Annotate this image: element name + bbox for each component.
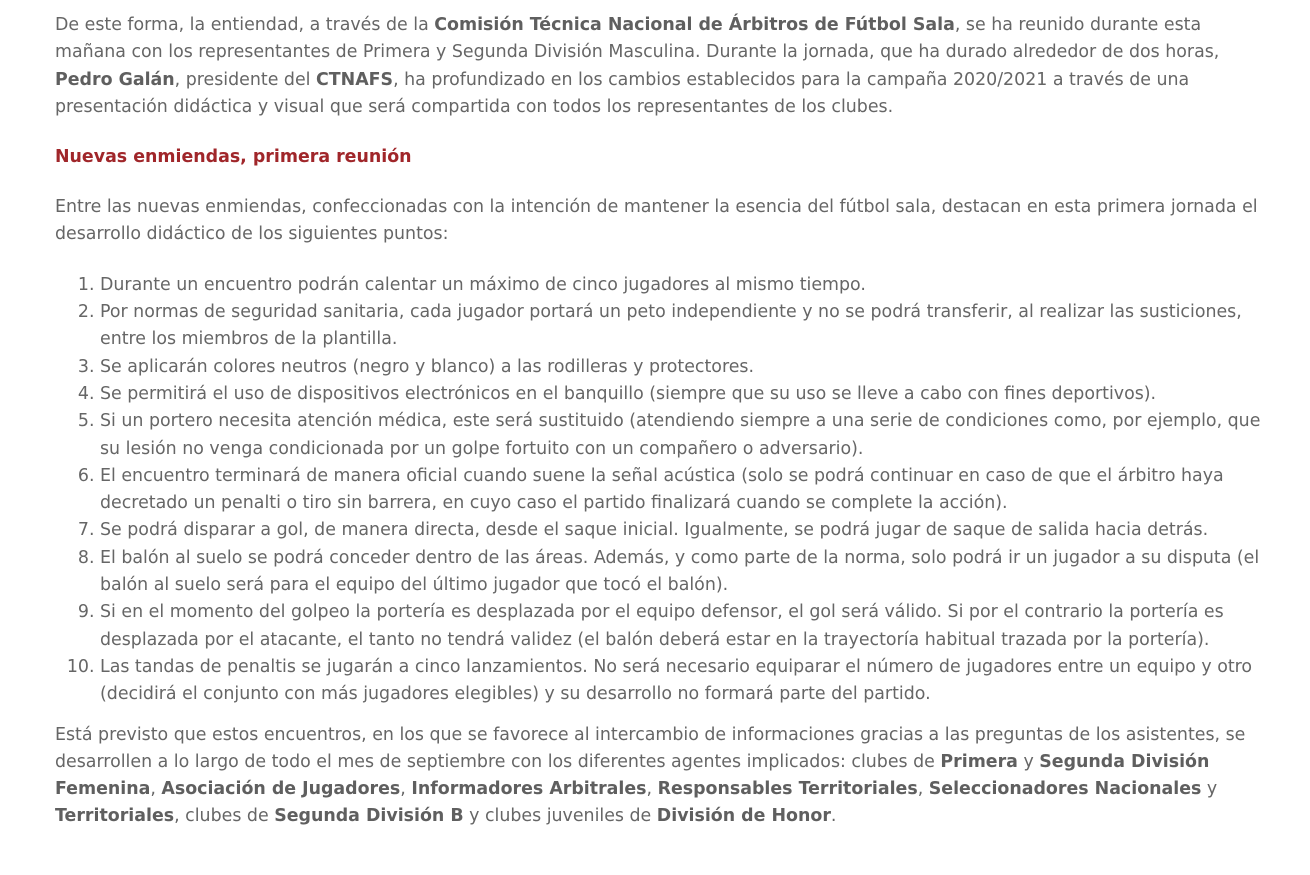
list-item: 8. El balón al suelo se podrá conceder dentro de las áreas. Además, y como parte de la norma, solo podrá ir un jugador a su disputa (el balón al suelo será para el equipo del último jugador que tocó el balón). <box>100 545 1277 600</box>
list-item: 9. Si en el momento del golpeo la portería es desplazada por el equipo defensor, el gol será válido. Si por el contrario la portería es desplazada por el atacante, el tanto no tendrá validez (el balón deberá estar en la trayectoría habitual trazada por la portería). <box>100 599 1277 654</box>
closing-text-3: , <box>150 779 162 800</box>
intro-paragraph <box>55 12 1277 121</box>
list-item: 10. Las tandas de penaltis se jugarán a cinco lanzamientos. No será necesario equiparar el número de jugadores entre un equipo y otro (decidirá el conjunto con más jugadores elegibles) y su desarrollo no formará parte del partido. <box>100 654 1277 709</box>
closing-bold-segunda-femenina: Segunda División Femenina <box>55 751 1210 800</box>
closing-bold-division-honor: División de Honor <box>656 806 831 827</box>
intro-text-3: , presidente del <box>174 69 317 90</box>
list-item: 4. Se permitirá el uso de dispositivos electrónicos en el banquillo (siempre que su uso se lleve a cabo con fines deportivos). <box>100 381 1277 408</box>
closing-text-2: y <box>1017 751 1040 772</box>
intro-text-4: , ha profundizado en los cambios establecidos para la campaña 2020/2021 a través de una presentación didáctica y visual que será compartida con todos los representantes de los clubes. <box>55 69 1190 117</box>
closing-text-1: Está previsto que estos encuentros, en los que se favorece al intercambio de informaciones gracias a las preguntas de los asistentes, se desarrollen a lo largo de todo el mes de septiembre con los diferentes agentes implicados: clubes de <box>55 724 1246 772</box>
closing-text-10: . <box>830 806 837 827</box>
closing-bold-seleccionadores: Seleccionadores Nacionales <box>928 779 1202 800</box>
closing-bold-informadores: Informadores Arbitrales <box>411 779 647 800</box>
closing-bold-segunda-b: Segunda División B <box>274 806 464 827</box>
list-item: 2. Por normas de seguridad sanitaria, cada jugador portará un peto independiente y no se podrá transferir, al realizar las susticiones, entre los miembros de la plantilla. <box>100 299 1277 354</box>
list-item: 6. El encuentro terminará de manera oficial cuando suene la señal acústica (solo se podrá continuar en caso de que el árbitro haya decretado un penalti o tiro sin barrera, en cuyo caso el partido finalizará cuando se complete la acción). <box>100 463 1277 518</box>
list-item: 7. Se podrá disparar a gol, de manera directa, desde el saque inicial. Igualmente, se podrá jugar de saque de salida hacia detrás. <box>100 517 1277 544</box>
closing-text-5: , <box>646 779 658 800</box>
list-item: 1. Durante un encuentro podrán calentar un máximo de cinco jugadores al mismo tiempo. <box>100 272 1277 299</box>
closing-text-6: , <box>917 779 929 800</box>
intro-text-1: De este forma, la entiendad, a través de la <box>55 15 435 35</box>
closing-text-7: y <box>1201 779 1218 800</box>
intro-bold-president: Pedro Galán <box>55 69 175 90</box>
lead-paragraph: Entre las nuevas enmiendas, confeccionadas con la intención de mantener la esencia del fútbol sala, destacan en esta primera jornada el desarrollo didáctico de los siguientes puntos: <box>55 197 1258 245</box>
closing-text-4: , <box>400 779 412 800</box>
closing-bold-primera: Primera <box>940 751 1018 772</box>
section-subheading: Nuevas enmiendas, primera reunión <box>55 147 412 168</box>
intro-bold-committee: Comisión Técnica Nacional de Árbitros de Fútbol Sala <box>434 15 955 35</box>
list-item: 3. Se aplicarán colores neutros (negro y blanco) a las rodilleras y protectores. <box>100 354 1277 381</box>
closing-bold-territoriales: Territoriales <box>55 806 175 827</box>
closing-bold-responsables: Responsables Territoriales <box>657 779 918 800</box>
amendments-list <box>55 272 1277 709</box>
list-item: 5. Si un portero necesita atención médica, este será sustituido (atendiendo siempre a una serie de condiciones como, por ejemplo, que su lesión no venga condicionada por un golpe fortuito con un compañero o adversario). <box>100 408 1277 463</box>
closing-text-9: y clubes juveniles de <box>463 806 657 827</box>
article-body <box>55 12 1277 831</box>
closing-paragraph <box>55 722 1277 831</box>
intro-bold-acronym: CTNAFS <box>316 69 394 90</box>
intro-text-2: , se ha reunido durante esta mañana con los representantes de Primera y Segunda División Masculina. Durante la jornada, que ha durado alrededor de dos horas, <box>55 15 1220 63</box>
closing-text-8: , clubes de <box>174 806 275 827</box>
closing-bold-asociacion: Asociación de Jugadores <box>161 779 401 800</box>
